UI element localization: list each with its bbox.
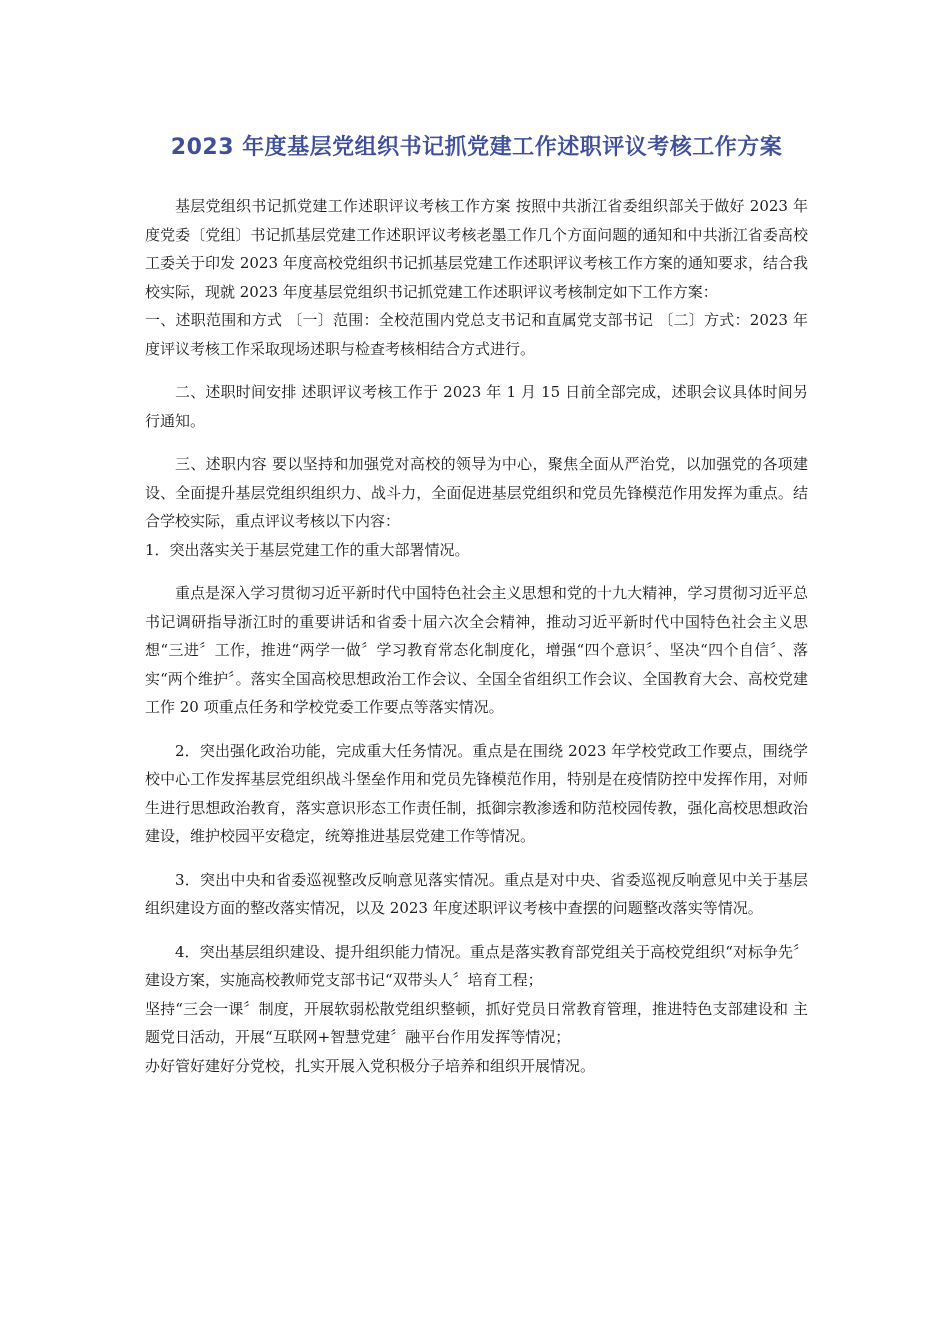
paragraph-item-4-cont-2: 办好管好建好分党校，扎实开展入党积极分子培养和组织开展情况。 <box>145 1056 596 1075</box>
paragraph-section-3: 三、述职内容 要以坚持和加强党对高校的领导为中心，聚焦全面从严治党，以加强党的各项建设、全面提升基层党组织组织力、战斗力，全面促进基层党组织和党员先锋模范作用发挥为重点。结合学校实际，重点评议考核以下内容： <box>145 455 808 530</box>
paragraph-item-4-cont-1: 坚持“三会一课〞制度，开展软弱松散党组织整顿，抓好党员日常教育管理，推进特色支部建设和 主题党日活动，开展“互联网+智慧党建〞融平台作用发挥等情况； <box>145 999 808 1046</box>
paragraph-item-1-heading: 1．突出落实关于基层党建工作的重大部署情况。 <box>145 540 470 559</box>
paragraph-section-2: 二、述职时间安排 述职评议考核工作于 2023 年 1 月 15 日前全部完成，述职会议具体时间另行通知。 <box>145 383 808 430</box>
paragraph-section-1: 一、述职范围和方式 〔一〕范围：全校范围内党总支书记和直属党支部书记 〔二〕方式：2023 年度评议考核工作采取现场述职与检查考核相结合方式进行。 <box>145 311 808 358</box>
paragraph-item-2: 2．突出强化政治功能，完成重大任务情况。重点是在围绕 2023 年学校党政工作要点，围绕学校中心工作发挥基层党组织战斗堡垒作用和党员先锋模范作用，特别是在疫情防控中发挥作用，对师生进行思想政治教育，落实意识形态工作责任制，抵御宗教渗透和防范校园传教，强化高校思想政治建设，维护校园平安稳定，统筹推进基层党建工作等情况。 <box>145 741 808 845</box>
document-title: 2023 年度基层党组织书记抓党建工作述职评议考核工作方案 <box>170 135 783 160</box>
paragraph-item-3: 3．突出中央和省委巡视整改反响意见落实情况。重点是对中央、省委巡视反响意见中关于基层组织建设方面的整改落实情况，以及 2023 年度述职评议考核中查摆的问题整改落实等情况。 <box>145 870 808 917</box>
paragraph-item-4: 4．突出基层组织建设、提升组织能力情况。重点是落实教育部党组关于高校党组织“对标争先〞建设方案，实施高校教师党支部书记“双带头人〞培育工程； <box>145 942 808 989</box>
paragraph-item-1-body: 重点是深入学习贯彻习近平新时代中国特色社会主义思想和党的十九大精神，学习贯彻习近平总书记调研指导浙江时的重要讲话和省委十届六次全会精神，推动习近平新时代中国特色社会主义思想“三进〞工作，推进“两学一做〞学习教育常态化制度化，增强“四个意识〞、坚决“四个自信〞、落实“两个维护〞。落实全国高校思想政治工作会议、全国全省组织工作会议、全国教育大会、高校党建工作 20 项重点任务和学校党委工作要点等落实情况。 <box>145 584 808 716</box>
paragraph-intro: 基层党组织书记抓党建工作述职评议考核工作方案 按照中共浙江省委组织部关于做好 2023 年度党委〔党组〕书记抓基层党建工作述职评议考核老墨工作几个方面问题的通知和中共浙江省委高校工委关于印发 2023 年度高校党组织书记抓基层党建工作述职评议考核工作方案的通知要求，结合我校实际，现就 2023 年度基层党组织书记抓党建工作述职评议考核制定如下工作方案： <box>145 197 808 301</box>
